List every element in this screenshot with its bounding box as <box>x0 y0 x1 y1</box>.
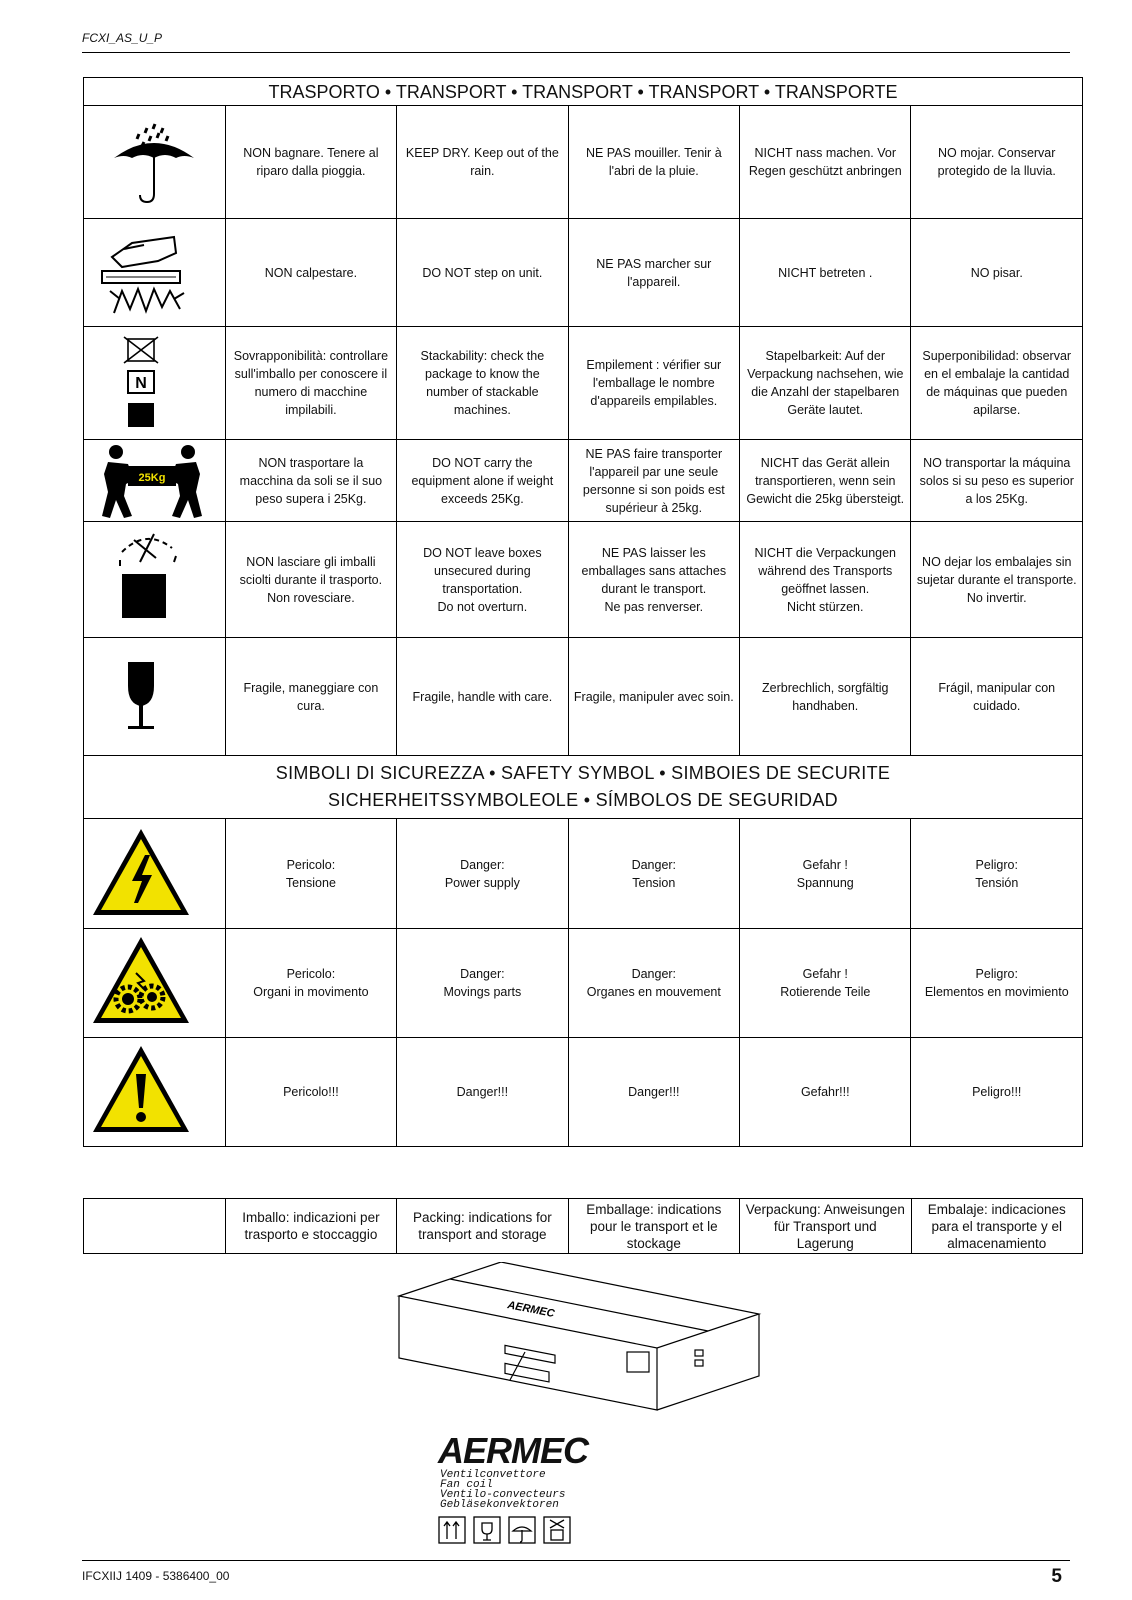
safety-text-fr: Danger: Organes en mouvement <box>568 929 739 1038</box>
packing-text-es: Embalaje: indicaciones para el transporte y el almacenamiento <box>911 1199 1083 1254</box>
transport-text-fr: NE PAS faire transporter l'appareil par une seule personne si son poids est supérieur à 25kg. <box>568 440 739 522</box>
safety-text-fr: Danger!!! <box>568 1038 739 1147</box>
product-line-fr: Ventilo-convecteurs <box>440 1489 566 1501</box>
table-row <box>84 327 1083 440</box>
transport-text-de: Zerbrechlich, sorgfältig handhaben. <box>740 638 911 756</box>
packing-text-de: Verpackung: Anweisungen für Transport und Lagerung <box>740 1199 911 1254</box>
safety-section-title <box>84 756 1083 819</box>
transport-text-it: NON lasciare gli imballi sciolti durante il trasporto. Non rovesciare. <box>225 522 396 638</box>
footer-divider <box>82 1560 1070 1561</box>
umbrella-rain-icon <box>84 106 226 219</box>
safety-text-it: Pericolo: Organi in movimento <box>225 929 396 1038</box>
safety-text-de: Gefahr ! Spannung <box>740 819 911 929</box>
transport-text-fr: NE PAS mouiller. Tenir à l'abri de la pluie. <box>568 106 739 219</box>
this-way-up-icon <box>439 1517 465 1543</box>
transport-text-it: NON calpestare. <box>225 219 396 327</box>
transport-text-de: NICHT nass machen. Vor Regen geschützt anbringen <box>740 106 911 219</box>
electric-hazard-icon <box>84 819 226 929</box>
table-row <box>84 522 1083 638</box>
transport-text-de: NICHT das Gerät allein transportieren, wenn sein Gewicht die 25kg übersteigt. <box>740 440 911 522</box>
safety-text-it: Pericolo!!! <box>225 1038 396 1147</box>
header-divider <box>82 52 1070 53</box>
transport-text-es: NO pisar. <box>911 219 1083 327</box>
product-description <box>440 1470 565 1510</box>
product-line-en: Fan coil <box>440 1479 493 1491</box>
packing-empty-cell <box>84 1199 226 1254</box>
two-person-lift-icon <box>84 440 226 522</box>
packing-text-it: Imballo: indicazioni per trasporto e stoccaggio <box>225 1199 396 1254</box>
transport-text-en: DO NOT leave boxes unsecured during transportation. Do not overturn. <box>397 522 568 638</box>
transport-text-es: Superponibilidad: observar en el embalaje la cantidad de máquinas que pueden apilarse. <box>911 327 1083 440</box>
table-row <box>84 106 1083 219</box>
transport-text-fr: NE PAS marcher sur l'appareil. <box>568 219 739 327</box>
weight-label: 25Kg <box>138 472 166 484</box>
page-number: 5 <box>1051 1566 1062 1587</box>
transport-text-de: NICHT die Verpackungen während des Transports geöffnet lassen. Nicht stürzen. <box>740 522 911 638</box>
table-row <box>84 1038 1083 1147</box>
safety-text-de: Gefahr ! Rotierende Teile <box>740 929 911 1038</box>
transport-text-it: NON trasportare la macchina da soli se il suo peso supera i 25Kg. <box>225 440 396 522</box>
table-row <box>84 1199 1083 1254</box>
table-row <box>84 929 1083 1038</box>
safety-text-en: Danger!!! <box>397 1038 568 1147</box>
aermec-logo: AERMEC <box>438 1430 589 1471</box>
do-not-overturn-icon <box>84 522 226 638</box>
do-not-step-icon <box>84 219 226 327</box>
packing-text-fr: Emballage: indications pour le transport et le stockage <box>568 1199 739 1254</box>
transport-text-it: NON bagnare. Tenere al riparo dalla pioggia. <box>225 106 396 219</box>
transport-text-en: KEEP DRY. Keep out of the rain. <box>397 106 568 219</box>
document-reference: IFCXIIJ 1409 - 5386400_00 <box>82 1569 230 1583</box>
document-code: FCXI_AS_U_P <box>82 31 163 45</box>
table-row <box>84 440 1083 522</box>
transport-text-it: Sovrapponibilità: controllare sull'imballo per conoscere il numero di macchine impilabili. <box>225 327 396 440</box>
transport-text-es: NO transportar la máquina solos si su peso es superior a los 25Kg. <box>911 440 1083 522</box>
safety-title-line2: SICHERHEITSSYMBOLEOLE • SÍMBOLOS DE SEGURIDAD <box>328 790 838 810</box>
fragile-glass-icon <box>84 638 226 756</box>
packing-table <box>83 1198 1083 1254</box>
transport-text-es: NO mojar. Conservar protegido de la lluvia. <box>911 106 1083 219</box>
transport-text-it: Fragile, maneggiare con cura. <box>225 638 396 756</box>
transport-text-fr: Empilement : vérifier sur l'emballage le nombre d'appareils empilables. <box>568 327 739 440</box>
table-row <box>84 638 1083 756</box>
stacking-limit-icon <box>84 327 226 440</box>
general-danger-icon <box>84 1038 226 1147</box>
transport-text-fr: NE PAS laisser les emballages sans attaches durant le transport. Ne pas renverser. <box>568 522 739 638</box>
stacking-count-label: N <box>135 375 147 392</box>
transport-text-de: NICHT betreten . <box>740 219 911 327</box>
moving-parts-hazard-icon <box>84 929 226 1038</box>
transport-safety-table <box>83 77 1083 1147</box>
transport-text-de: Stapelbarkeit: Auf der Verpackung nachsehen, wie die Anzahl der stapelbaren Geräte lautet. <box>740 327 911 440</box>
safety-text-es: Peligro: Elementos en movimiento <box>911 929 1083 1038</box>
transport-text-en: Fragile, handle with care. <box>397 638 568 756</box>
product-line-de: Gebläsekonvektoren <box>440 1499 559 1511</box>
table-row <box>84 219 1083 327</box>
transport-text-en: DO NOT step on unit. <box>397 219 568 327</box>
safety-text-en: Danger: Power supply <box>397 819 568 929</box>
table-row <box>84 819 1083 929</box>
transport-text-es: NO dejar los embalajes sin sujetar durante el transporte. No invertir. <box>911 522 1083 638</box>
product-line-it: Ventilconvettore <box>440 1469 546 1481</box>
safety-text-es: Peligro: Tensión <box>911 819 1083 929</box>
safety-text-fr: Danger: Tension <box>568 819 739 929</box>
safety-text-es: Peligro!!! <box>911 1038 1083 1147</box>
box-brand-small: AERMEC <box>506 1299 556 1321</box>
transport-text-en: DO NOT carry the equipment alone if weight exceeds 25Kg. <box>397 440 568 522</box>
safety-text-it: Pericolo: Tensione <box>225 819 396 929</box>
packing-text-en: Packing: indications for transport and storage <box>397 1199 568 1254</box>
safety-text-en: Danger: Movings parts <box>397 929 568 1038</box>
safety-text-de: Gefahr!!! <box>740 1038 911 1147</box>
transport-section-title: TRASPORTO • TRANSPORT • TRANSPORT • TRANSPORT • TRANSPORTE <box>84 78 1083 106</box>
box-label-icons <box>438 1515 578 1547</box>
safety-title-line1: SIMBOLI DI SICUREZZA • SAFETY SYMBOL • SIMBOIES DE SECURITE <box>275 763 891 783</box>
transport-text-fr: Fragile, manipuler avec soin. <box>568 638 739 756</box>
transport-text-en: Stackability: check the package to know the number of stackable machines. <box>397 327 568 440</box>
transport-text-es: Frágil, manipular con cuidado. <box>911 638 1083 756</box>
